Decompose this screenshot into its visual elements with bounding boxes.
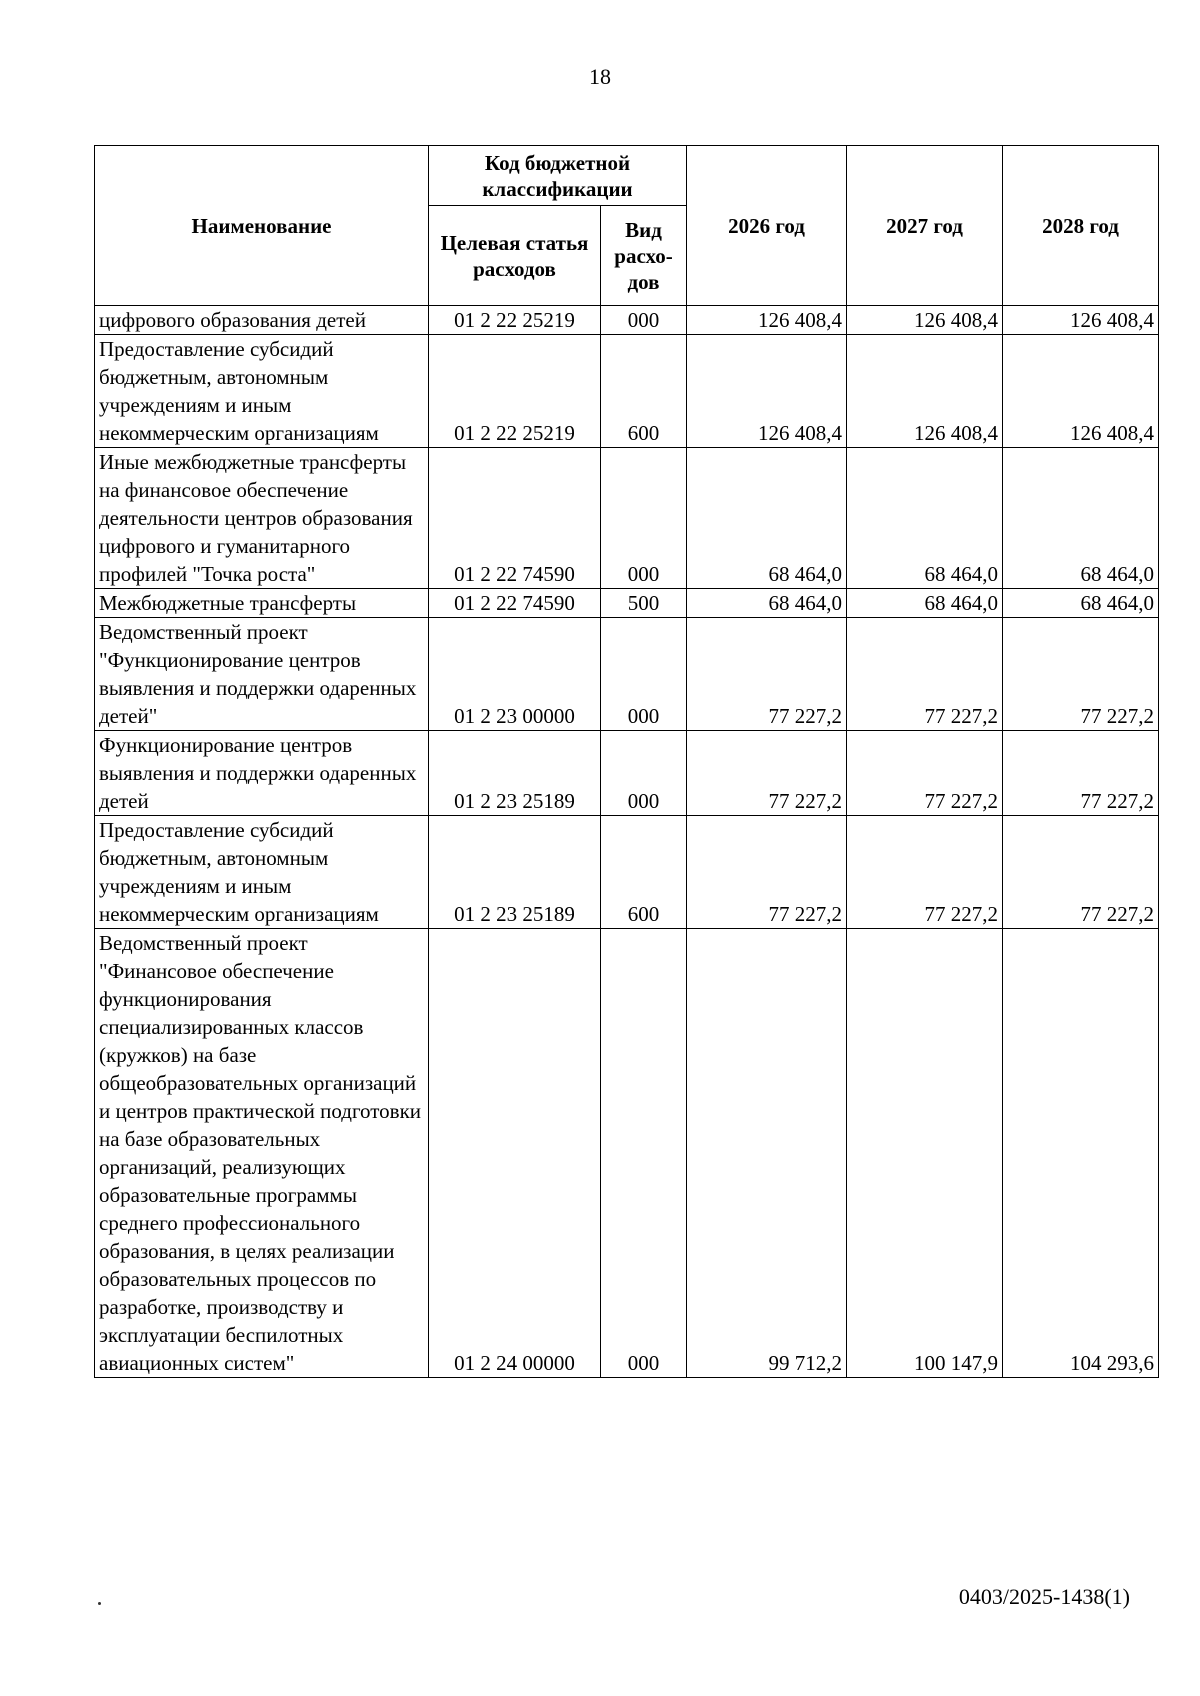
row-expense-kind: 000 xyxy=(601,448,687,589)
row-name: Межбюджетные трансферты xyxy=(95,589,429,618)
row-value-2028: 68 464,0 xyxy=(1003,448,1159,589)
row-expense-kind: 000 xyxy=(601,306,687,335)
row-value-2026: 77 227,2 xyxy=(687,731,847,816)
table-row xyxy=(95,335,1159,448)
row-value-2026: 126 408,4 xyxy=(687,306,847,335)
row-name: Предоставление субсидий бюджетным, автономным учреждениям и иным некоммерческим организациям xyxy=(95,816,429,929)
row-expense-kind: 600 xyxy=(601,335,687,448)
row-expense-kind: 000 xyxy=(601,731,687,816)
row-target-article: 01 2 22 74590 xyxy=(429,589,601,618)
row-name: Ведомственный проект "Финансовое обеспечение функционирования специализированных классов (кружков) на базе общеобразовательных организаций и центров практической подготовки на базе образовательных организаций, реализующих образовательные программы среднего профессионального образования, в целях реализации образовательных процессов по разработке, производству и эксплуатации беспилотных авиационных систем" xyxy=(95,929,429,1378)
row-name: Иные межбюджетные трансферты на финансовое обеспечение деятельности центров образования цифрового и гуманитарного профилей "Точка роста" xyxy=(95,448,429,589)
row-value-2028: 77 227,2 xyxy=(1003,618,1159,731)
header-kbk-group: Код бюджетной классификации xyxy=(429,146,687,206)
row-value-2028: 68 464,0 xyxy=(1003,589,1159,618)
row-target-article: 01 2 22 25219 xyxy=(429,306,601,335)
header-year-2026: 2026 год xyxy=(687,146,847,306)
row-value-2027: 68 464,0 xyxy=(847,448,1003,589)
row-value-2027: 100 147,9 xyxy=(847,929,1003,1378)
row-value-2026: 68 464,0 xyxy=(687,589,847,618)
row-expense-kind: 600 xyxy=(601,816,687,929)
row-target-article: 01 2 23 25189 xyxy=(429,816,601,929)
table-row xyxy=(95,816,1159,929)
row-name: Предоставление субсидий бюджетным, автономным учреждениям и иным некоммерческим организациям xyxy=(95,335,429,448)
table-header xyxy=(95,146,1159,306)
row-value-2028: 126 408,4 xyxy=(1003,335,1159,448)
row-target-article: 01 2 24 00000 xyxy=(429,929,601,1378)
row-value-2027: 68 464,0 xyxy=(847,589,1003,618)
header-year-2027: 2027 год xyxy=(847,146,1003,306)
row-value-2028: 77 227,2 xyxy=(1003,816,1159,929)
header-expense-kind: Вид расхо-дов xyxy=(601,206,687,306)
header-year-2028: 2028 год xyxy=(1003,146,1159,306)
row-value-2026: 77 227,2 xyxy=(687,816,847,929)
row-value-2026: 77 227,2 xyxy=(687,618,847,731)
row-target-article: 01 2 23 00000 xyxy=(429,618,601,731)
row-value-2027: 126 408,4 xyxy=(847,335,1003,448)
row-value-2028: 77 227,2 xyxy=(1003,731,1159,816)
row-value-2027: 126 408,4 xyxy=(847,306,1003,335)
table-row xyxy=(95,618,1159,731)
row-target-article: 01 2 23 25189 xyxy=(429,731,601,816)
row-expense-kind: 500 xyxy=(601,589,687,618)
header-name: Наименование xyxy=(95,146,429,306)
row-value-2028: 104 293,6 xyxy=(1003,929,1159,1378)
page-number: 18 xyxy=(589,64,611,89)
table-row xyxy=(95,448,1159,589)
row-value-2026: 68 464,0 xyxy=(687,448,847,589)
table-row xyxy=(95,731,1159,816)
row-value-2027: 77 227,2 xyxy=(847,816,1003,929)
row-name: цифрового образования детей xyxy=(95,306,429,335)
row-value-2026: 126 408,4 xyxy=(687,335,847,448)
table-row xyxy=(95,589,1159,618)
table-row xyxy=(95,929,1159,1378)
row-target-article: 01 2 22 74590 xyxy=(429,448,601,589)
document-registration-code: 0403/2025-1438(1) xyxy=(958,1584,1130,1609)
row-value-2027: 77 227,2 xyxy=(847,731,1003,816)
row-name: Ведомственный проект "Функционирование центров выявления и поддержки одаренных детей" xyxy=(95,618,429,731)
header-target-article: Целевая статья расходов xyxy=(429,206,601,306)
row-expense-kind: 000 xyxy=(601,618,687,731)
row-value-2026: 99 712,2 xyxy=(687,929,847,1378)
table-row xyxy=(95,306,1159,335)
row-value-2028: 126 408,4 xyxy=(1003,306,1159,335)
row-target-article: 01 2 22 25219 xyxy=(429,335,601,448)
row-name: Функционирование центров выявления и поддержки одаренных детей xyxy=(95,731,429,816)
scan-dot xyxy=(98,1602,101,1605)
row-value-2027: 77 227,2 xyxy=(847,618,1003,731)
budget-table xyxy=(94,145,1159,1378)
row-expense-kind: 000 xyxy=(601,929,687,1378)
